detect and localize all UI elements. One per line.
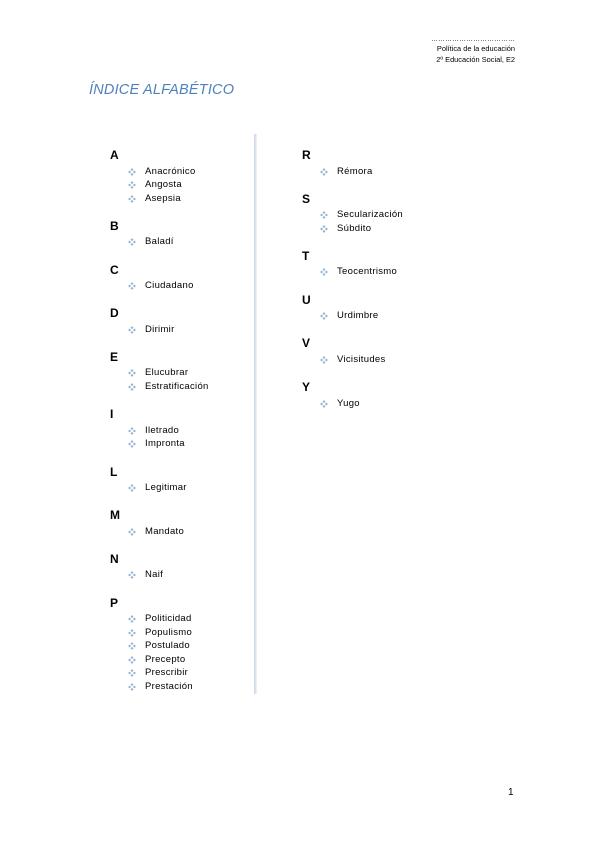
term-list-item <box>110 626 209 640</box>
term-label: Angosta <box>145 179 182 191</box>
section-letter: Y <box>302 380 311 395</box>
section-letter: I <box>110 407 114 422</box>
diamond-bullet-icon <box>128 427 136 435</box>
diamond-bullet-icon <box>128 484 136 492</box>
term-list-item <box>110 192 209 206</box>
section-letter: L <box>110 464 118 479</box>
diamond-bullet-icon <box>128 642 136 650</box>
column-divider <box>254 134 257 694</box>
section-letter: C <box>110 262 119 277</box>
term-list <box>110 235 209 249</box>
term-label: Legitimar <box>145 482 187 493</box>
term-list-item <box>110 323 209 337</box>
term-label: Populismo <box>145 626 193 638</box>
term-list <box>302 397 403 411</box>
term-label: Teocentrismo <box>337 266 398 278</box>
index-left-column <box>110 148 209 694</box>
term-list-item <box>302 265 403 279</box>
index-section-v <box>302 336 403 366</box>
term-list-item <box>110 612 209 626</box>
diamond-bullet-icon <box>128 238 136 246</box>
term-label: Anacrónico <box>145 165 196 177</box>
term-label: Mandato <box>145 525 185 537</box>
term-label: Rémora <box>337 165 373 177</box>
term-label: Postulado <box>145 640 190 652</box>
section-letter: N <box>110 551 119 566</box>
term-list-item <box>110 666 209 680</box>
term-list <box>302 353 403 367</box>
term-list <box>110 424 209 451</box>
term-label: Impronta <box>145 438 185 450</box>
term-list-item <box>302 309 403 323</box>
diamond-bullet-icon <box>128 440 136 448</box>
section-letter: A <box>110 148 119 162</box>
header-course-group: 2º Educación Social, E2 <box>436 54 515 64</box>
index-section-t <box>302 249 403 279</box>
index-section-a <box>110 148 209 205</box>
term-label: Asepsia <box>145 192 181 204</box>
term-list <box>110 612 209 694</box>
term-list-item <box>110 653 209 667</box>
section-letter: S <box>302 191 311 206</box>
term-list <box>302 265 403 279</box>
diamond-bullet-icon <box>128 181 136 189</box>
term-label: Politicidad <box>145 613 192 625</box>
term-list-item <box>110 481 209 495</box>
term-list-item <box>302 397 403 411</box>
diamond-bullet-icon <box>128 629 136 637</box>
index-section-d <box>110 306 209 336</box>
term-list-item <box>110 165 209 179</box>
term-list <box>302 165 403 179</box>
term-label: Vicisitudes <box>337 353 386 365</box>
term-list-item <box>110 279 209 293</box>
term-list-item <box>302 222 403 236</box>
index-section-y <box>302 380 403 410</box>
diamond-bullet-icon <box>128 669 136 677</box>
section-letter: B <box>110 218 119 233</box>
index-section-i <box>110 407 209 451</box>
diamond-bullet-icon <box>320 211 328 219</box>
index-section-s <box>302 192 403 236</box>
term-label: Iletrado <box>145 424 180 436</box>
diamond-bullet-icon <box>320 356 328 364</box>
term-label: Elucubrar <box>145 367 189 379</box>
diamond-bullet-icon <box>128 326 136 334</box>
term-list-item <box>110 380 209 394</box>
index-section-m <box>110 508 209 538</box>
term-list-item <box>302 208 403 222</box>
index-section-u <box>302 293 403 323</box>
diamond-bullet-icon <box>128 683 136 691</box>
term-list <box>302 208 403 235</box>
diamond-bullet-icon <box>128 383 136 391</box>
term-list-item <box>302 353 403 367</box>
term-label: Prescribir <box>145 667 189 679</box>
index-section-p <box>110 596 209 694</box>
index-right-column <box>302 148 403 410</box>
term-list <box>302 309 403 323</box>
diamond-bullet-icon <box>128 168 136 176</box>
term-list <box>110 279 209 293</box>
term-label: Precepto <box>145 653 186 665</box>
term-label: Urdimbre <box>337 310 379 322</box>
term-label: Ciudadano <box>145 280 194 292</box>
section-letter: P <box>110 595 119 610</box>
term-label: Yugo <box>337 397 360 409</box>
diamond-bullet-icon <box>128 571 136 579</box>
page-number: 1 <box>508 787 514 798</box>
header-dots: ……………………………… <box>431 36 515 43</box>
header-course-title: Política de la educación <box>436 44 515 53</box>
term-label: Baladí <box>145 236 174 248</box>
term-label: Súbdito <box>337 222 372 234</box>
section-letter: T <box>302 248 310 263</box>
term-label: Dirimir <box>145 323 175 335</box>
diamond-bullet-icon <box>128 615 136 623</box>
term-list-item <box>110 437 209 451</box>
diamond-bullet-icon <box>320 400 328 408</box>
section-letter: U <box>302 292 311 307</box>
term-list-item <box>110 366 209 380</box>
page-header <box>431 36 515 65</box>
term-list-item <box>110 235 209 249</box>
term-list-item <box>110 178 209 192</box>
term-label: Secularización <box>337 209 403 221</box>
section-letter: E <box>110 349 119 364</box>
index-section-c <box>110 263 209 293</box>
index-section-r <box>302 148 403 178</box>
term-list <box>110 366 209 393</box>
section-letter: M <box>110 508 120 523</box>
term-list-item <box>110 525 209 539</box>
section-letter: D <box>110 306 119 321</box>
diamond-bullet-icon <box>128 282 136 290</box>
diamond-bullet-icon <box>128 369 136 377</box>
term-list <box>110 165 209 206</box>
section-letter: V <box>302 336 311 351</box>
term-list-item <box>110 568 209 582</box>
term-label: Naif <box>145 569 164 581</box>
diamond-bullet-icon <box>320 225 328 233</box>
term-list-item <box>110 424 209 438</box>
term-list <box>110 525 209 539</box>
diamond-bullet-icon <box>320 312 328 320</box>
diamond-bullet-icon <box>128 656 136 664</box>
term-list-item <box>110 639 209 653</box>
term-label: Prestación <box>145 681 193 693</box>
diamond-bullet-icon <box>128 195 136 203</box>
term-list-item <box>302 165 403 179</box>
term-list <box>110 568 209 582</box>
diamond-bullet-icon <box>320 168 328 176</box>
diamond-bullet-icon <box>128 528 136 536</box>
term-list <box>110 481 209 495</box>
index-section-e <box>110 350 209 394</box>
index-section-n <box>110 552 209 582</box>
term-list <box>110 323 209 337</box>
term-label: Estratificación <box>145 381 209 393</box>
page-title: ÍNDICE ALFABÉTICO <box>89 82 235 98</box>
diamond-bullet-icon <box>320 268 328 276</box>
term-list-item <box>110 680 209 694</box>
section-letter: R <box>302 148 311 162</box>
index-section-b <box>110 219 209 249</box>
index-section-l <box>110 465 209 495</box>
